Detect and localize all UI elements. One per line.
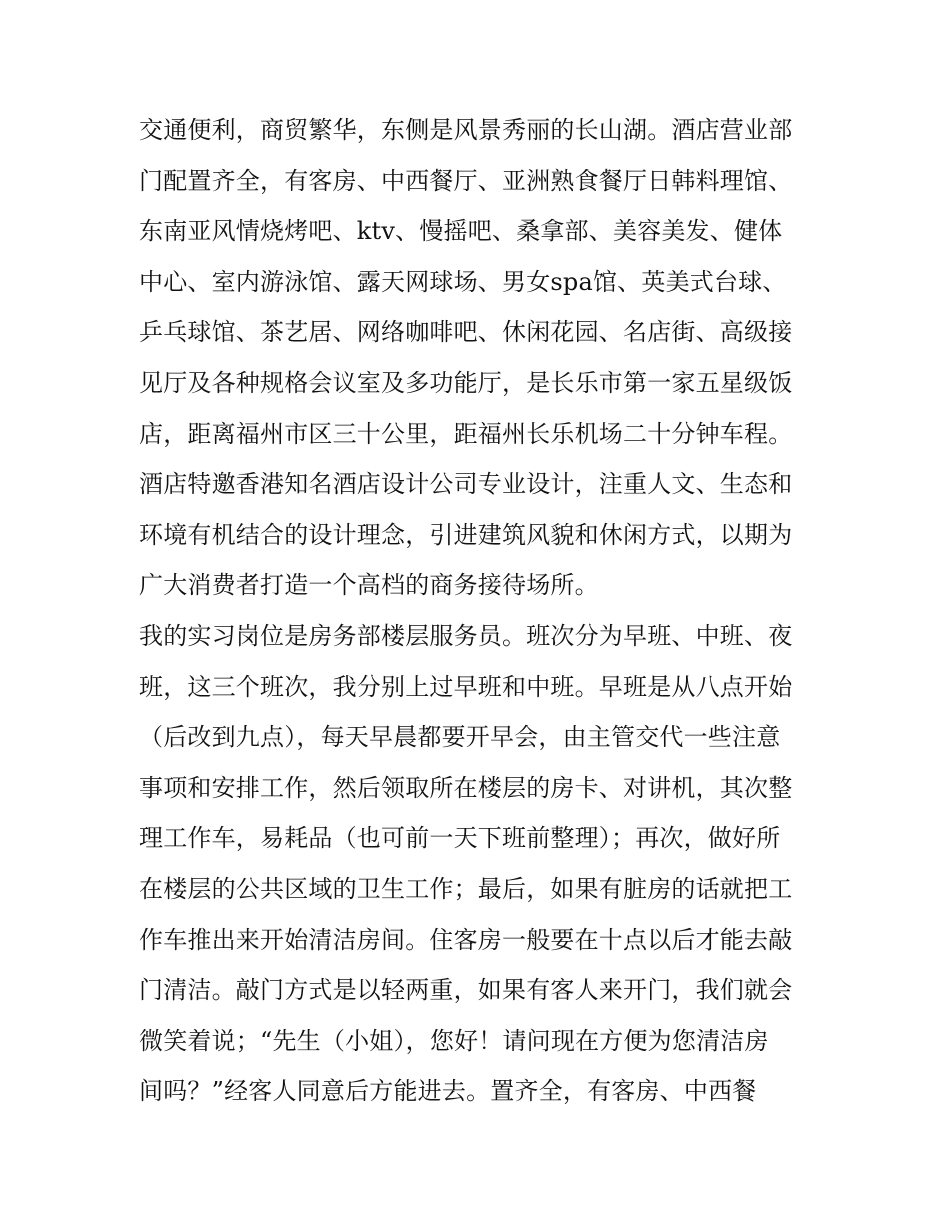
text-line: （后改到九点），每天早晨都要开早会，由主管交代一些注意 xyxy=(139,723,781,752)
text-line: 门清洁。敲门方式是以轻两重，如果有客人来开门，我们就会 xyxy=(139,976,793,1005)
text-line: 理工作车，易耗品（也可前一天下班前整理）；再次，做好所 xyxy=(139,824,781,853)
text-line: 东南亚风情烧烤吧、ktv、慢摇吧、桑拿部、美容美发、健体 xyxy=(139,217,783,246)
text-line: 环境有机结合的设计理念，引进建筑风貌和休闲方式，以期为 xyxy=(139,520,793,549)
text-line: 班，这三个班次，我分别上过早班和中班。早班是从八点开始 xyxy=(139,672,793,701)
text-line: 店，距离福州市区三十公里，距福州长乐机场二十分钟车程。 xyxy=(139,419,793,448)
text-line: 广大消费者打造一个高档的商务接待场所。 xyxy=(139,571,599,600)
text-line: 见厅及各种规格会议室及多功能厅，是长乐市第一家五星级饭 xyxy=(139,368,793,397)
body-text xyxy=(139,105,829,1117)
text-line: 我的实习岗位是房务部楼层服务员。班次分为早班、中班、夜 xyxy=(139,621,793,650)
text-line: 酒店特邀香港知名酒店设计公司专业设计，注重人文、生态和 xyxy=(139,470,793,499)
text-line: 中心、室内游泳馆、露天网球场、男女spa馆、英美式台球、 xyxy=(139,267,787,296)
text-line: 作车推出来开始清洁房间。住客房一般要在十点以后才能去敲 xyxy=(139,925,793,954)
text-line: 门配置齐全，有客房、中西餐厅、亚洲熟食餐厅日韩料理馆、 xyxy=(139,166,793,195)
text-line: 微笑着说；“先生（小姐），您好！请问现在方便为您清洁房 xyxy=(139,1026,769,1055)
text-line: 在楼层的公共区域的卫生工作；最后，如果有脏房的话就把工 xyxy=(139,874,793,903)
text-line: 乒乓球馆、茶艺居、网络咖啡吧、休闲花园、名店街、高级接 xyxy=(139,318,793,347)
text-line: 交通便利，商贸繁华，东侧是风景秀丽的长山湖。酒店营业部 xyxy=(139,116,793,144)
text-line: 事项和安排工作，然后领取所在楼层的房卡、对讲机，其次整 xyxy=(139,773,793,802)
text-line: 间吗？”经客人同意后方能进去。置齐全，有客房、中西餐 xyxy=(139,1077,757,1106)
